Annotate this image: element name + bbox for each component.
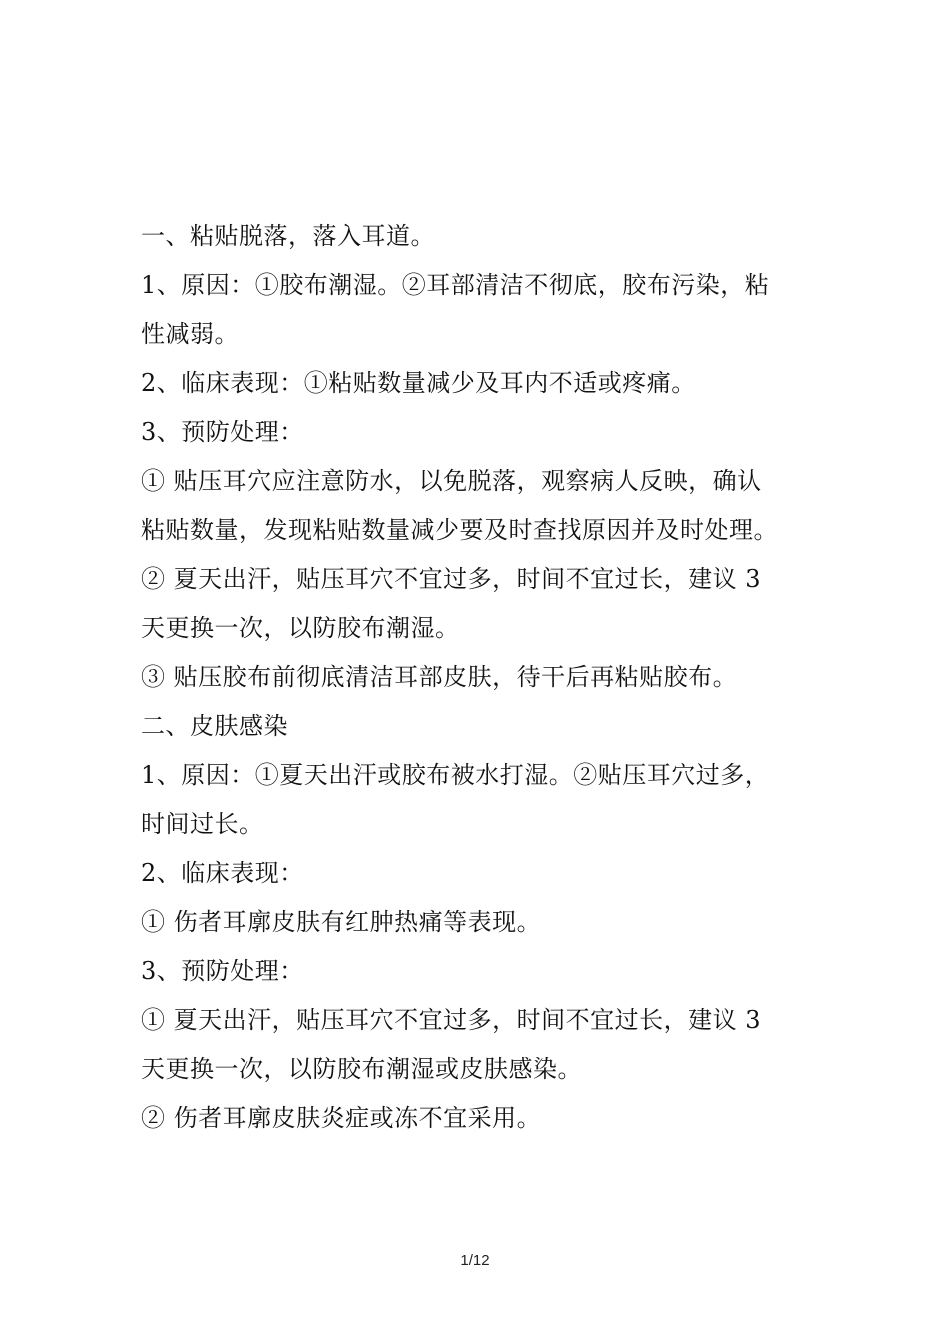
paragraph-line: 性减弱。: [141, 320, 239, 348]
paragraph-line: 1、原因：①夏天出汗或胶布被水打湿。②贴压耳穴过多，: [141, 761, 770, 789]
paragraph-line: ② 伤者耳廓皮肤炎症或冻不宜采用。: [141, 1104, 542, 1132]
paragraph-line: 1、原因：①胶布潮湿。②耳部清洁不彻底，胶布污染，粘: [141, 271, 770, 299]
section-heading-1: 一、粘贴脱落，落入耳道。: [141, 222, 435, 250]
document-body: [141, 212, 801, 1143]
paragraph-line: 天更换一次，以防胶布潮湿。: [141, 614, 460, 642]
paragraph-line: ① 夏天出汗，贴压耳穴不宜过多，时间不宜过长，建议 3: [141, 1006, 762, 1034]
section-heading-2: 二、皮肤感染: [141, 712, 288, 740]
paragraph-line: 3、预防处理：: [141, 418, 304, 446]
page-number: 1/12: [460, 1252, 490, 1269]
paragraph-line: 2、临床表现：: [141, 859, 304, 887]
paragraph-line: ① 伤者耳廓皮肤有红肿热痛等表现。: [141, 908, 542, 936]
paragraph-line: 天更换一次，以防胶布潮湿或皮肤感染。: [141, 1055, 582, 1083]
paragraph-line: 2、临床表现：①粘贴数量减少及耳内不适或疼痛。: [141, 369, 696, 397]
paragraph-line: ① 贴压耳穴应注意防水，以免脱落，观察病人反映，确认: [141, 467, 762, 495]
paragraph-line: 时间过长。: [141, 810, 264, 838]
paragraph-line: ③ 贴压胶布前彻底清洁耳部皮肤，待干后再粘贴胶布。: [141, 663, 738, 691]
paragraph-line: ② 夏天出汗，贴压耳穴不宜过多，时间不宜过长，建议 3: [141, 565, 762, 593]
paragraph-line: 3、预防处理：: [141, 957, 304, 985]
paragraph-line: 粘贴数量，发现粘贴数量减少要及时查找原因并及时处理。: [141, 516, 778, 544]
